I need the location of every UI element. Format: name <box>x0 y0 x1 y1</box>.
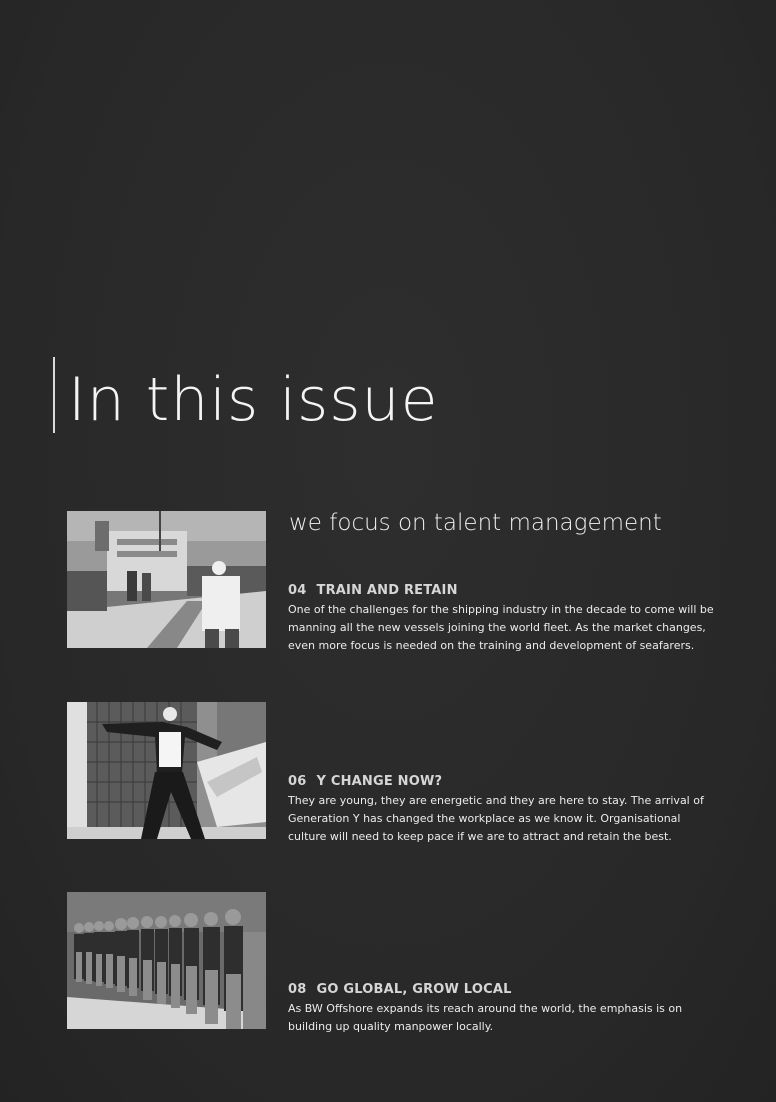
article-image-y-change-now[interactable] <box>67 702 266 839</box>
ship-deck-photo <box>67 511 266 648</box>
title-rule <box>53 357 55 433</box>
article-title: Y CHANGE NOW? <box>316 774 443 789</box>
article-number: 06 <box>288 774 307 789</box>
article-image-go-global-grow-local[interactable] <box>67 892 266 1029</box>
article-train-and-retain[interactable] <box>288 583 718 655</box>
article-number: 04 <box>288 583 307 598</box>
article-image-train-and-retain[interactable] <box>67 511 266 648</box>
page-title: In this issue <box>68 365 439 435</box>
article-body: As BW Offshore expands its reach around the world, the emphasis is on building up quality manpower locally. <box>288 1002 683 1033</box>
article-body: They are young, they are energetic and they are here to stay. The arrival of Generation Y has changed the workplace as we know it. Organisational culture will need to keep pace if we are to attract and retain the best. <box>288 794 704 843</box>
article-body: One of the challenges for the shipping industry in the decade to come will be manning all the new vessels joining the world fleet. As the market changes, even more focus is needed on the training and development of seafarers. <box>288 603 714 652</box>
article-number: 08 <box>288 982 307 997</box>
article-title: TRAIN AND RETAIN <box>316 583 458 598</box>
article-go-global-grow-local[interactable] <box>288 982 718 1036</box>
article-title: GO GLOBAL, GROW LOCAL <box>316 982 512 997</box>
article-heading <box>288 982 718 997</box>
crew-lineup-photo <box>67 892 266 1029</box>
article-heading <box>288 583 718 598</box>
article-y-change-now[interactable] <box>288 774 718 846</box>
page-subtitle: we focus on talent management <box>289 510 662 536</box>
article-heading <box>288 774 718 789</box>
jumping-man-photo <box>67 702 266 839</box>
